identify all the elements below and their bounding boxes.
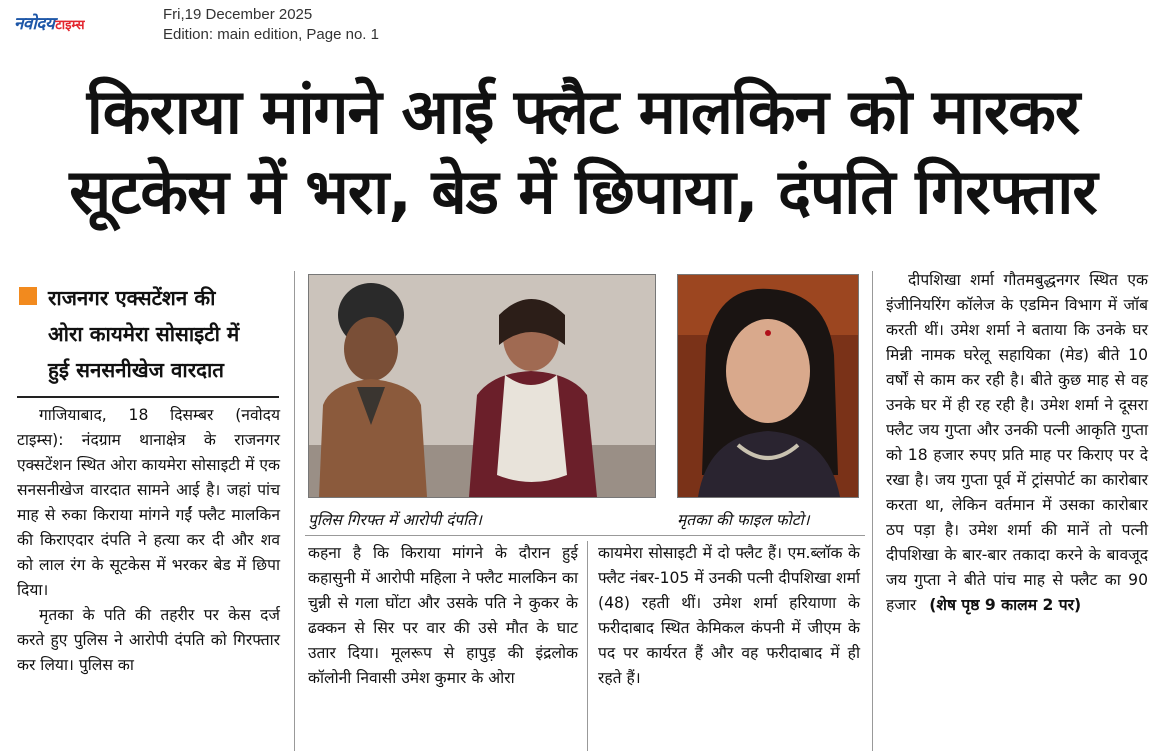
victim-file-photo <box>677 274 859 498</box>
column-rule <box>294 271 295 751</box>
victim-portrait-illustration <box>678 275 858 497</box>
article-column-4 <box>886 268 1148 618</box>
accused-couple-photo <box>308 274 656 498</box>
article-column-2 <box>308 541 578 691</box>
photo-caption-2: मृतका की फाइल फोटो। <box>677 511 810 529</box>
article-column-1 <box>17 403 280 678</box>
logo-sub: टाइम्स <box>55 18 85 33</box>
issue-date: Fri,19 December 2025 <box>163 6 313 23</box>
paragraph: कहना है कि किराया मांगने के दौरान हुई कहासुनी में आरोपी महिला ने फ्लैट मालकिन का चुन्नी से गला घोंटा और उसके पति ने कुकर के ढक्कन से सिर पर वार की उसे मौत के घाट उतार दिया। मूलरूप से हापुड़ की इंद्रलोक कॉलोनी निवासी उमेश कुमार के ओरा <box>308 544 578 687</box>
article-column-3 <box>598 541 860 691</box>
column-rule <box>587 541 588 751</box>
kicker-bullet-icon <box>19 287 37 305</box>
paragraph: कायमेरा सोसाइटी में दो फ्लैट हैं। एम.ब्लॉक के फ्लैट नंबर-105 में उनकी पत्नी दीपशिखा शर्मा (48) रहती थीं। उमेश शर्मा हरियाणा के फरीदाबाद स्थित केमिकल कंपनी में जीएम के पद पर कार्यरत हैं और वह फरीदाबाद में ही रहते हैं। <box>598 544 860 687</box>
kicker: राजनगर एक्सटेंशन की ओरा कायमेरा सोसाइटी में हुई सनसनीखेज वारदात <box>48 286 240 382</box>
paragraph-text: दीपशिखा शर्मा गौतमबुद्धनगर स्थित एक इंजीनियरिंग कॉलेज के एडमिन विभाग में जॉब करती थीं। उमेश शर्मा ने बताया कि उनके घर मिन्नी नामक घरेलू सहायिका (मेड) बीते 10 वर्षों से काम कर रही है। बीते कुछ माह से वह उनके घर में ही रह रही है। उमेश शर्मा ने दूसरा फ्लैट जय गुप्ता और उनकी पत्नी आकृति गुप्ता को 18 हजार रुपए प्रति माह पर किराए पर दे रखा है। जय गुप्ता पूर्व में ट्रांसपोर्ट का कारोबार करता था, लेकिन वर्तमान में उसका कारोबार ठप पड़ा है। उमेश शर्मा की मानें तो पत्नी दीपशिखा के बार-बार तकादा करने के बावजूद जय गुप्ता ने बीते पांच माह से फ्लैट का 90 हजार <box>886 271 1148 614</box>
newspaper-logo <box>14 6 85 34</box>
kicker-divider <box>17 396 279 398</box>
headline-line-1: किराया मांगने आई फ्लैट मालकिन को मारकर <box>86 75 1080 148</box>
dateline <box>163 5 379 45</box>
accused-couple-illustration <box>309 275 655 497</box>
paragraph <box>886 268 1148 618</box>
paragraph: मृतका के पति की तहरीर पर केस दर्ज करते हुए पुलिस ने आरोपी दंपति को गिरफ्तार कर लिया। पुलिस का <box>17 606 280 674</box>
edition-info: Edition: main edition, Page no. 1 <box>163 26 379 43</box>
paragraph: गाजियाबाद, 18 दिसम्बर (नवोदय टाइम्स): नंदग्राम थानाक्षेत्र के राजनगर एक्सटेंशन स्थित ओरा कायमेरा सोसाइटी में एक सनसनीखेज वारदात सामने आई है। जहां पांच माह से रुका किराया मांगने गईं फ्लैट मालकिन की किराएदार दंपति ने हत्या कर दी और शव को लाल रंग के सूटकेस में भरकर बेड में छिपा दिया। <box>17 406 280 599</box>
photo-caption-1: पुलिस गिरफ्त में आरोपी दंपति। <box>308 511 482 529</box>
headline <box>18 72 1148 232</box>
divider <box>305 535 865 536</box>
logo-main: नवोदय <box>14 14 55 34</box>
continued-note: (शेष पृष्ठ 9 कालम 2 पर) <box>929 596 1082 614</box>
headline-line-2: सूटकेस में भरा, बेड में छिपाया, दंपति गिरफ्तार <box>69 155 1097 228</box>
column-rule <box>872 271 873 751</box>
